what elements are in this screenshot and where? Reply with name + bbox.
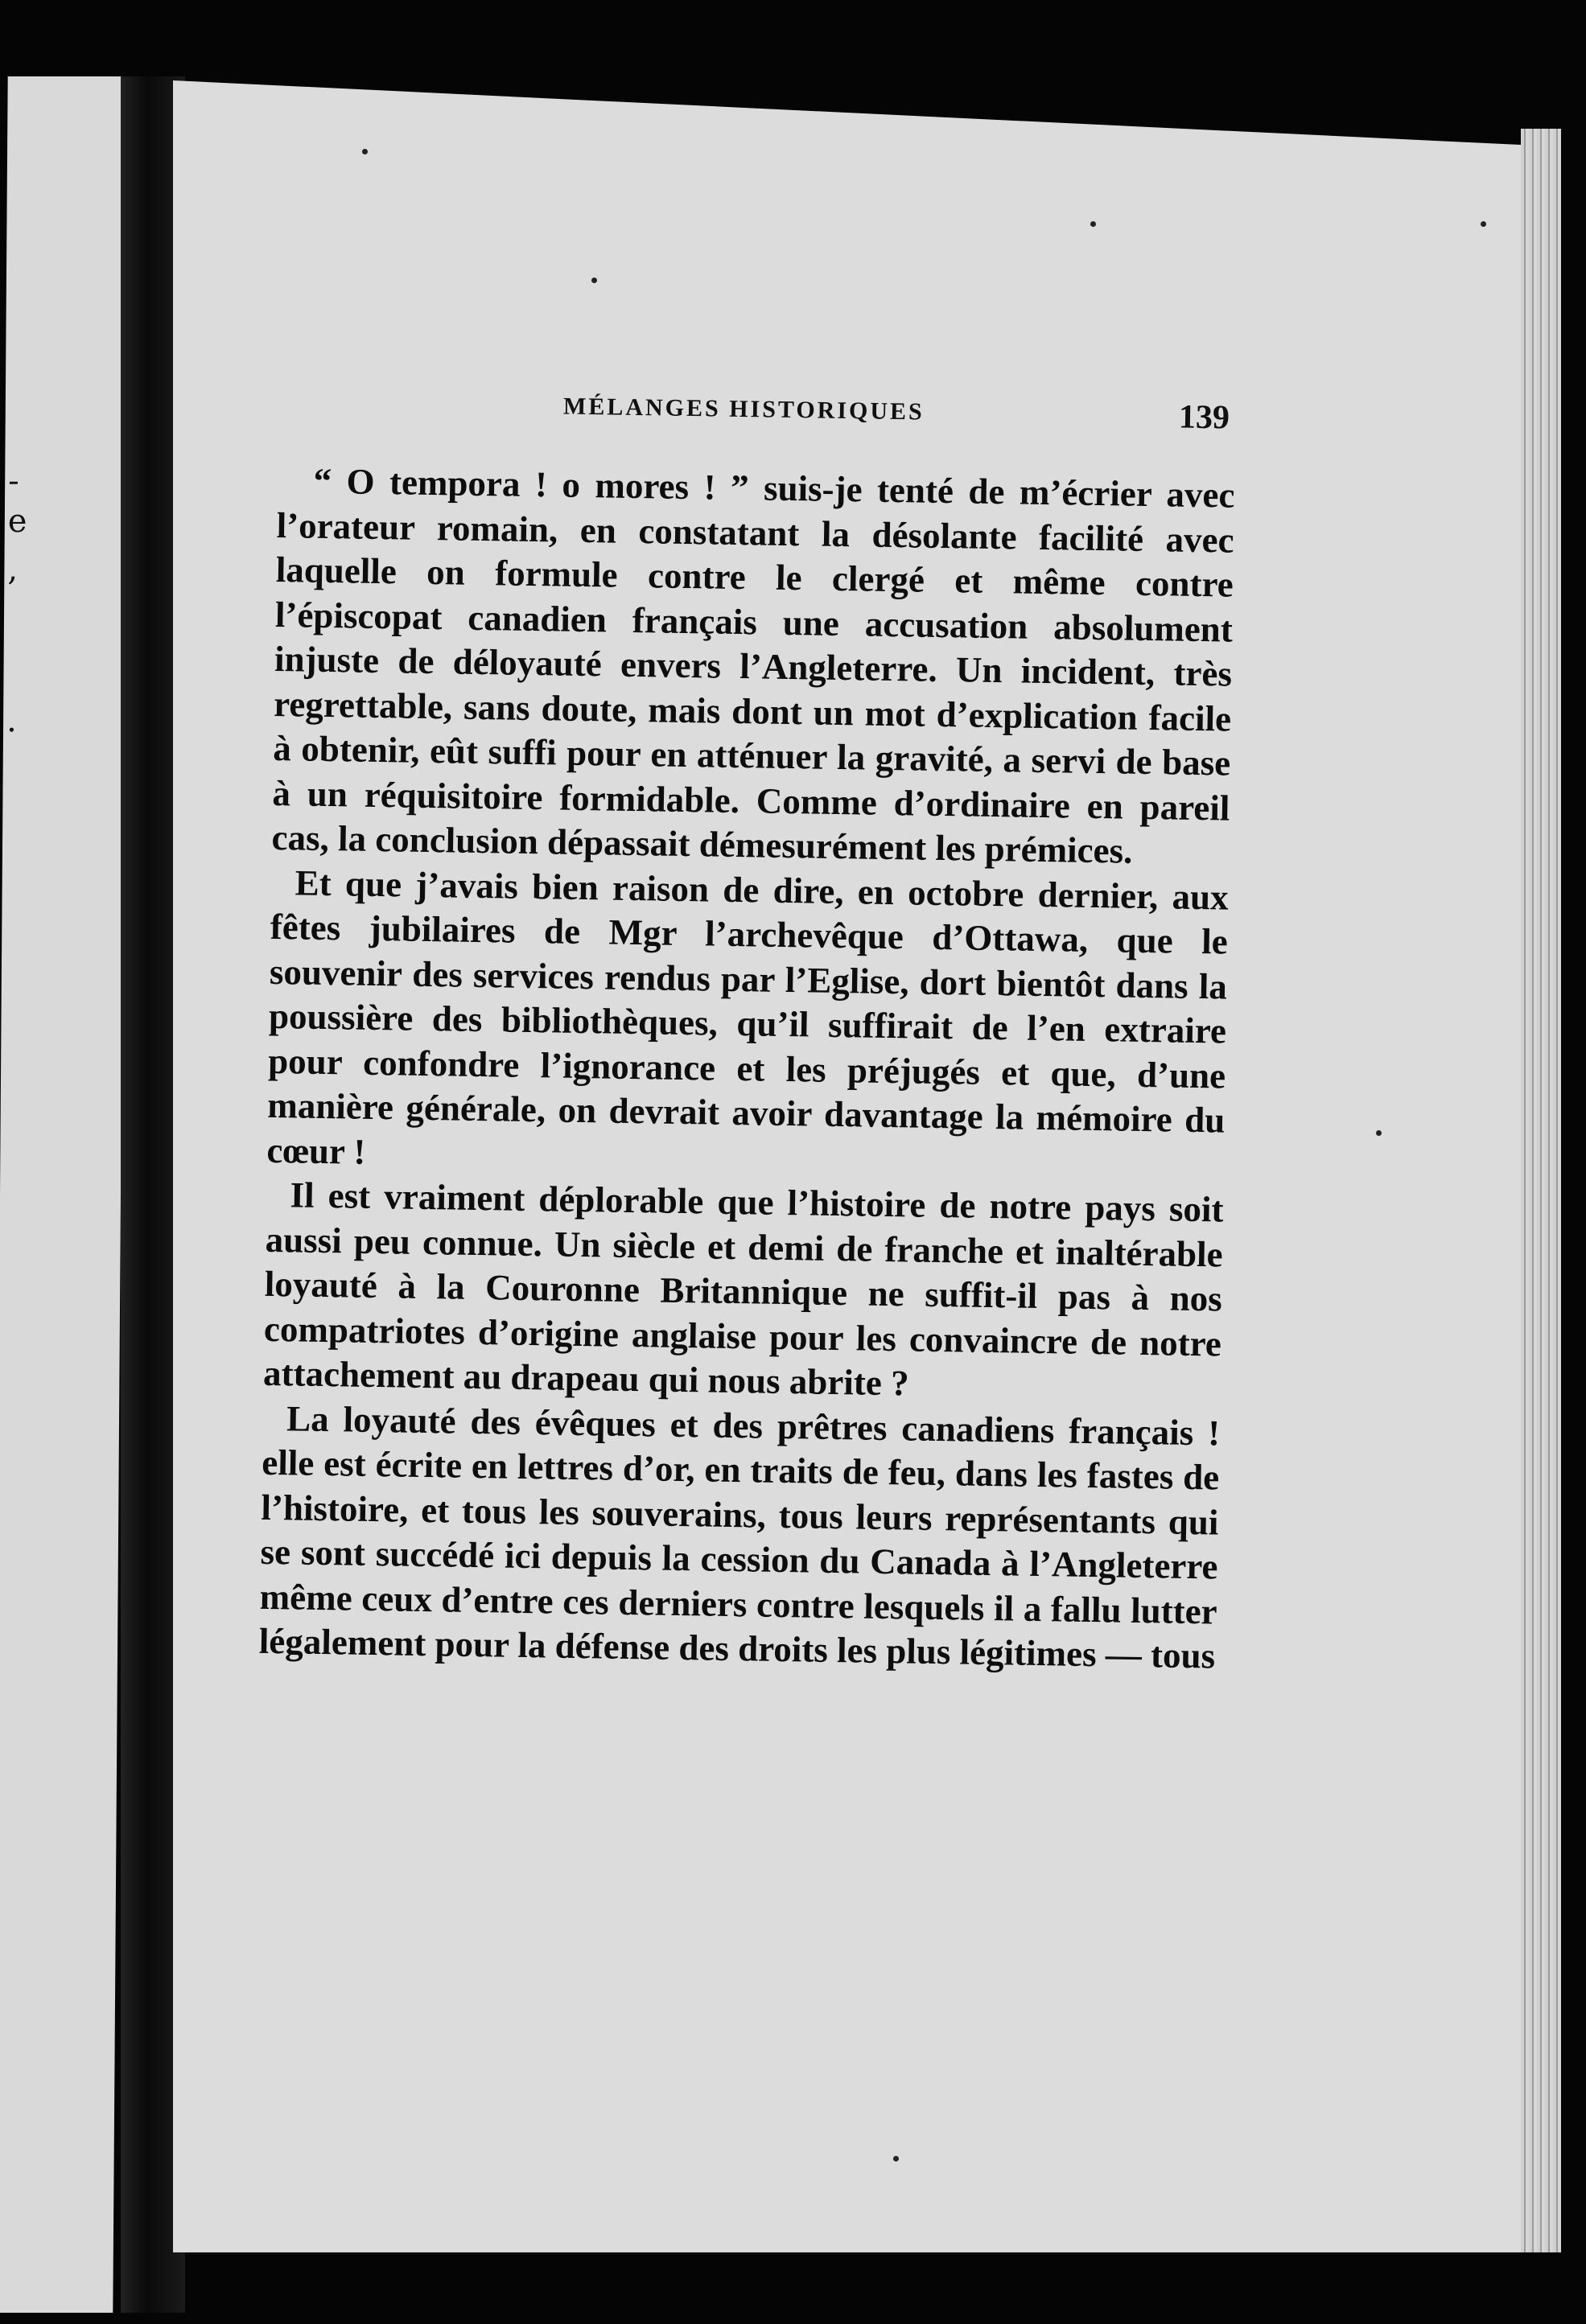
- scan-speck: [1376, 1130, 1382, 1136]
- left-page-mark: e: [7, 503, 27, 540]
- scan-speck: [591, 278, 597, 283]
- left-facing-page: [0, 76, 129, 2313]
- paragraph-1: “ O tempora ! o mores ! ” suis-je tenté de m’écrier avec l’orateur romain, en constatant la désolante facilité avec laquelle on formule contre le clergé et même contre l’épiscopat canadien français une accusation absolument injuste de déloyauté envers l’Angleterre. Un incident, très regrettable, sans doute, mais dont un mot d’explication facile à obtenir, eût suffi pour en atténuer la gravité, a servi de base à un réquisitoire formidable. Comme d’ordinaire en pareil cas, la conclusion dépassait démesurément les prémices.: [271, 460, 1235, 871]
- paragraph-2: Et que j’avais bien raison de dire, en octobre dernier, aux fêtes jubilaires de Mgr l’archevêque d’Ottawa, que le souvenir des services rendus par l’Eglise, dort bientôt dans la poussière des bibliothèques, qu’il suffirait de l’en extraire pour confondre l’ignorance et les préjugés et que, d’une manière générale, on devrait avoir davantage la mémoire du cœur !: [266, 862, 1229, 1172]
- running-title: MÉLANGES HISTORIQUES: [562, 393, 925, 426]
- scan-speck: [362, 149, 368, 154]
- page-stack-edge: [1521, 129, 1561, 2252]
- page-number: 139: [1178, 398, 1230, 437]
- left-page-mark: -: [8, 463, 19, 500]
- left-page-margin-marks: [0, 76, 32, 2313]
- scan-speck: [1481, 221, 1486, 227]
- left-page-mark: ,: [7, 551, 19, 588]
- left-page-mark: ·: [6, 712, 17, 749]
- scan-speck: [1090, 221, 1096, 227]
- page-body-text: [258, 459, 1234, 1679]
- paragraph-4: La loyauté des évêques et des prêtres canadiens français ! elle est écrite en lettres d’or, en traits de feu, dans les fastes de l’histoire, et tous les souverains, tous leurs représentants qui se sont succédé ici depuis la cession du Canada à l’Angleterre même ceux d’entre ces derniers contre lesquels il a fallu lutter légalement pour la défense des droits les plus légitimes — tous: [258, 1397, 1221, 1676]
- paragraph-3: Il est vraiment déplorable que l’histoire de notre pays soit aussi peu connue. Un siècle et demi de franche et inaltérable loyauté à la Couronne Britannique ne suffit-il pas à nos compatriotes d’origine anglaise pour les convaincre de notre attachement au drapeau qui nous abrite ?: [262, 1174, 1224, 1404]
- scan-speck: [893, 2156, 899, 2162]
